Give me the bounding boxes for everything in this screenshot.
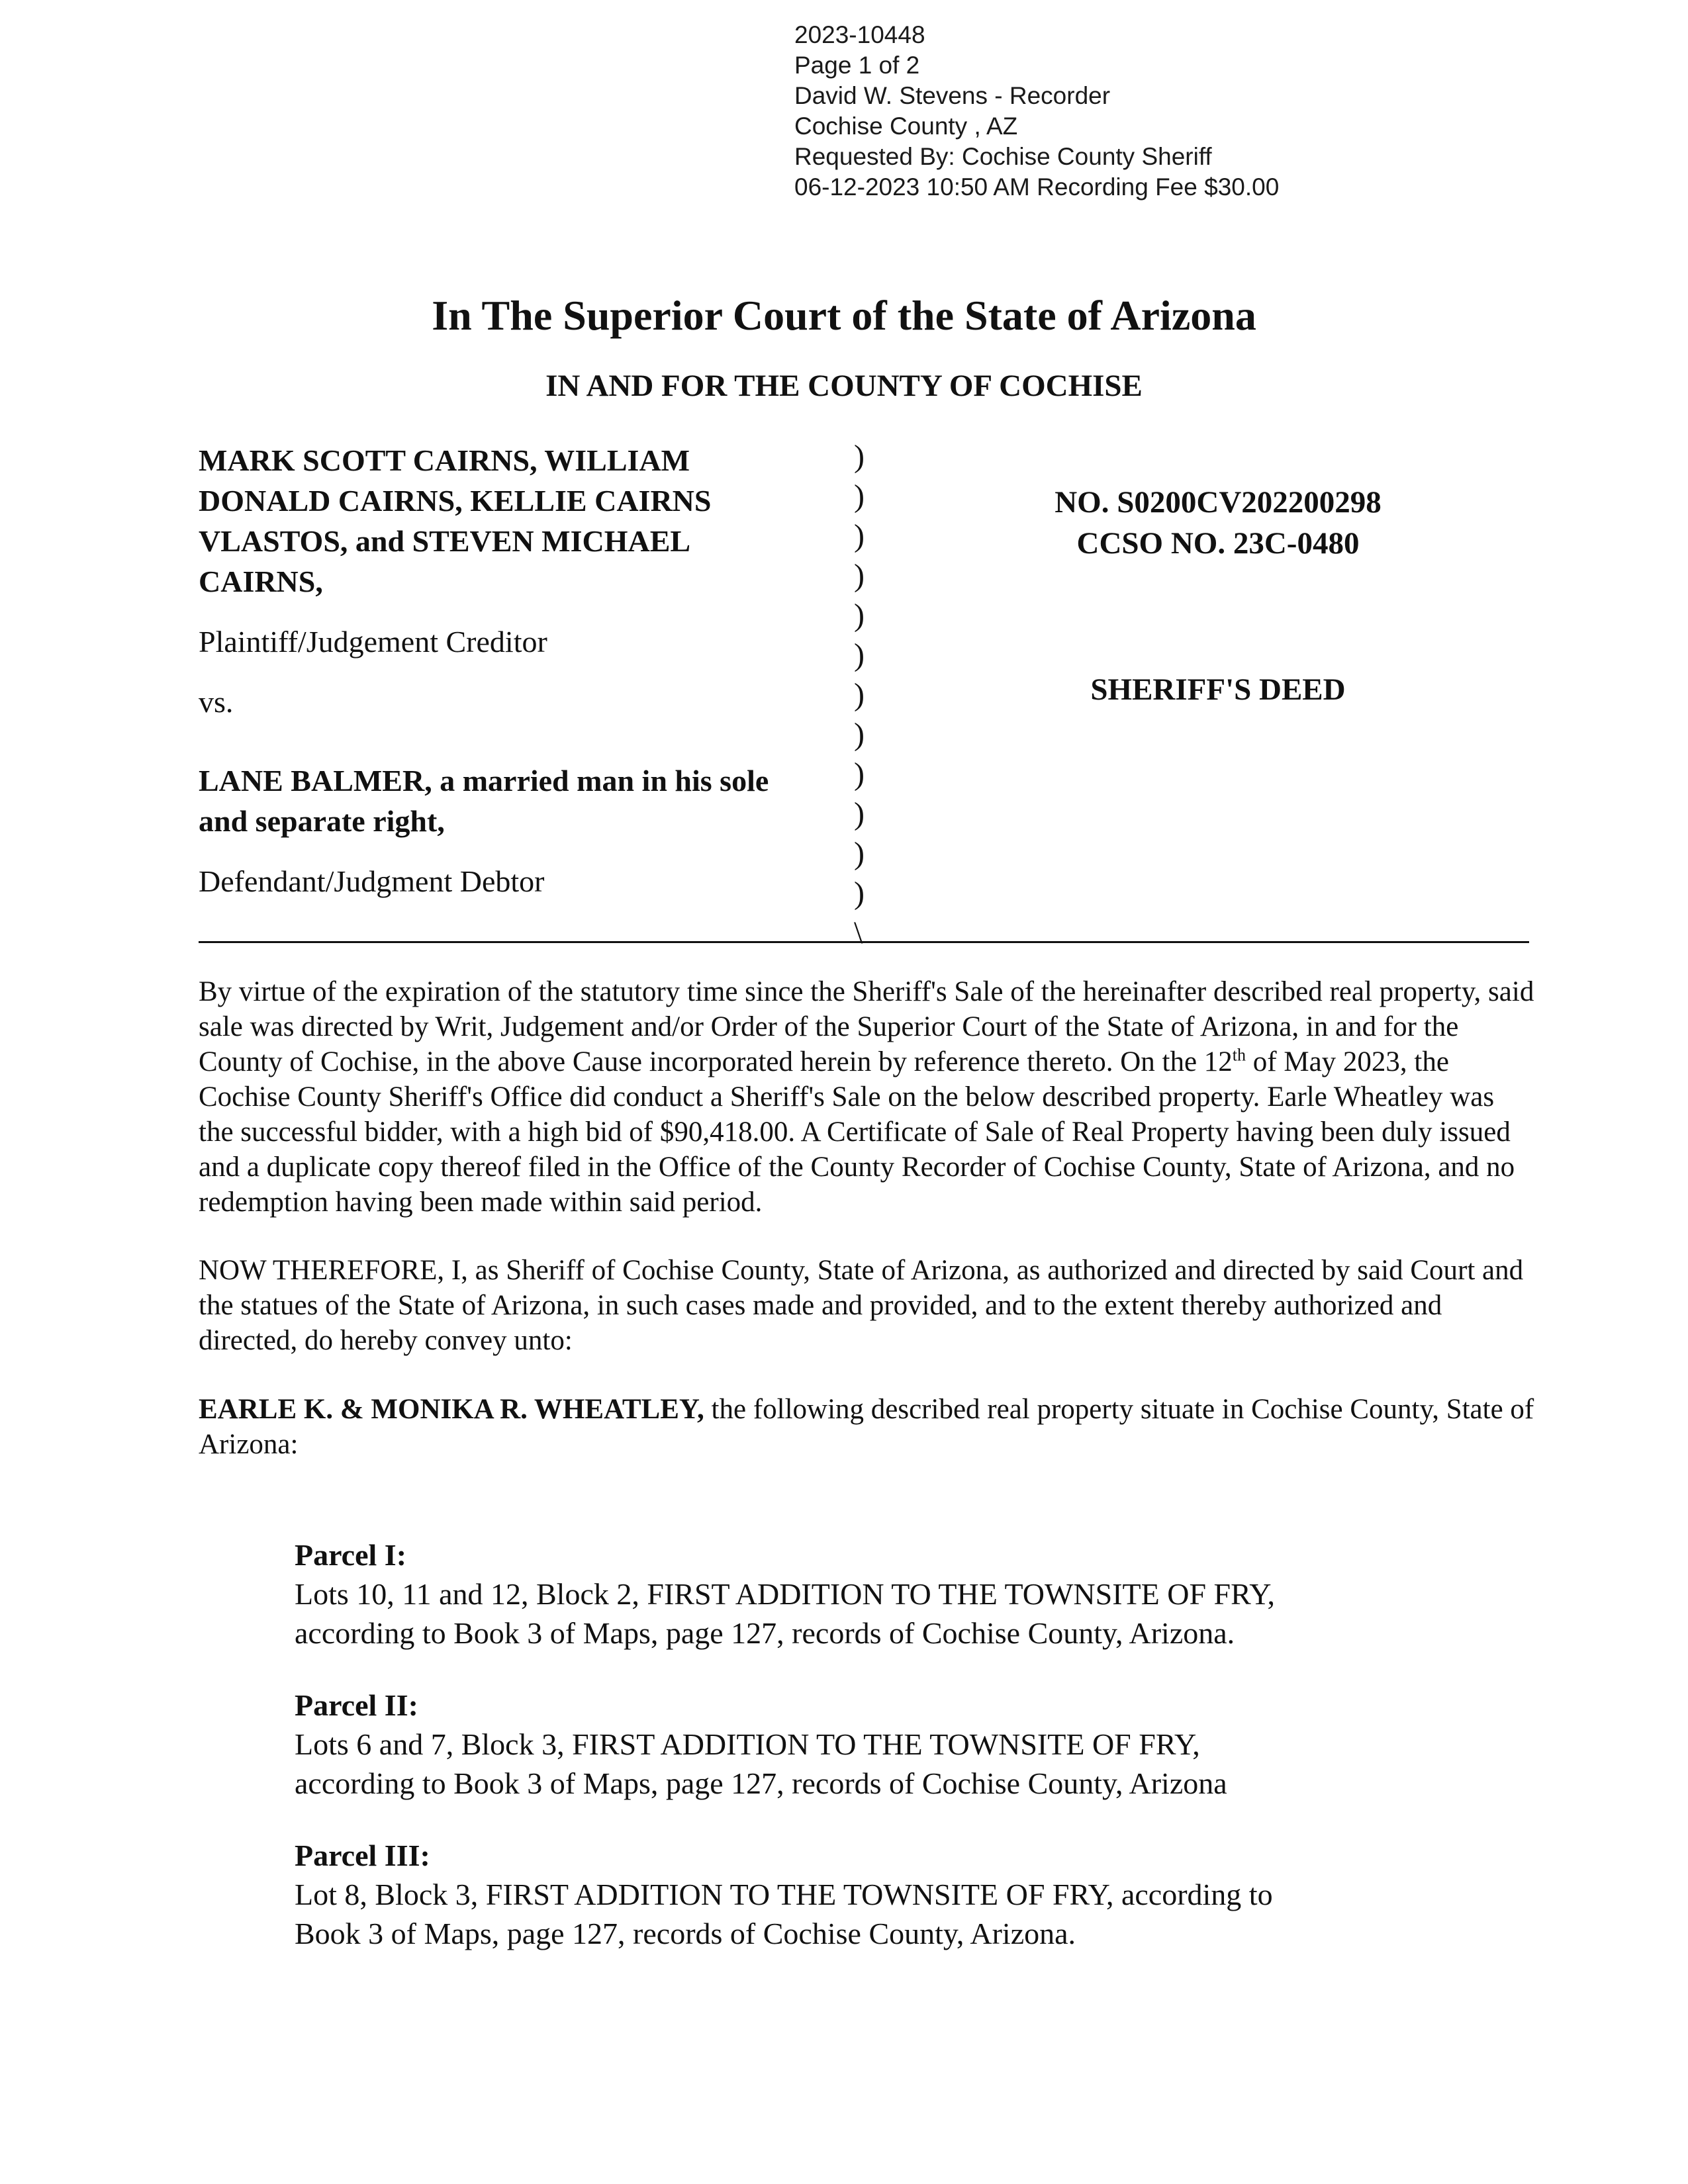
parcel-text-line: according to Book 3 of Maps, page 127, records of Cochise County, Arizona.: [295, 1616, 1235, 1650]
caption-paren: ): [854, 598, 865, 633]
caption-paren: ): [854, 558, 865, 593]
caption-paren: ): [854, 796, 865, 831]
recital-text-start: By virtue of the expiration of the statutory time since the Sheriff's Sale of the hereinafter described real property, said sale was directed by Writ, Judgement and/or Order of the Superior Court of the State of Arizona, in and for the County of Cochise, in the above Cause incorporated herein by reference thereto. On the 12: [199, 976, 1534, 1077]
plaintiff-line: CAIRNS,: [199, 565, 323, 598]
parcel-label: Parcel II:: [295, 1688, 418, 1722]
ordinal-suffix: th: [1232, 1045, 1246, 1065]
plaintiff-line: VLASTOS, and STEVEN MICHAEL: [199, 524, 691, 558]
caption-paren: ): [854, 637, 865, 672]
caption-paren: ): [854, 836, 865, 871]
court-title: In The Superior Court of the State of Arizona: [432, 292, 1256, 339]
court-subtitle: IN AND FOR THE COUNTY OF COCHISE: [545, 369, 1143, 403]
document-title: SHERIFF'S DEED: [1090, 672, 1346, 707]
parcel-label: Parcel I:: [295, 1538, 407, 1572]
parcel-label: Parcel III:: [295, 1839, 430, 1872]
parcel-text-line: according to Book 3 of Maps, page 127, records of Cochise County, Arizona: [295, 1766, 1227, 1800]
caption-paren: ): [854, 756, 865, 792]
grantee-text: the following described real property situate in Cochise County, State of Arizona:: [199, 1394, 1534, 1460]
plaintiff-line: MARK SCOTT CAIRNS, WILLIAM: [199, 443, 690, 477]
plaintiff-line: DONALD CAIRNS, KELLIE CAIRNS: [199, 484, 712, 518]
defendant-line: LANE BALMER, a married man in his sole: [199, 764, 769, 797]
conveyance-paragraph: NOW THEREFORE, I, as Sheriff of Cochise County, State of Arizona, as authorized and directed by said Court and the statues of the State of Arizona, in such cases made and provided, and to the extent thereby authorized and directed, do hereby convey unto:: [199, 1255, 1524, 1356]
caption-paren: ): [854, 439, 865, 474]
caption-paren: ): [854, 677, 865, 712]
ccso-number: CCSO NO. 23C-0480: [1076, 526, 1360, 561]
parcel-text-line: Book 3 of Maps, page 127, records of Cochise County, Arizona.: [295, 1917, 1076, 1950]
recital-paragraph: [199, 974, 1536, 1220]
versus-label: vs.: [199, 685, 234, 719]
recorder-name: David W. Stevens - Recorder: [794, 82, 1111, 109]
caption-paren: ): [854, 876, 865, 911]
caption-paren: ): [854, 717, 865, 752]
recording-requested-by: Requested By: Cochise County Sheriff: [794, 143, 1212, 170]
caption-parentheses-column: [854, 437, 865, 953]
caption-paren: ): [854, 478, 865, 514]
caption-paren: \: [854, 915, 863, 950]
parcel-text-line: Lots 10, 11 and 12, Block 2, FIRST ADDITION TO THE TOWNSITE OF FRY,: [295, 1577, 1276, 1611]
recording-county: Cochise County , AZ: [794, 113, 1018, 140]
grantee-name: EARLE K. & MONIKA R. WHEATLEY,: [199, 1394, 704, 1425]
caption-paren: ): [854, 518, 865, 553]
recording-date-fee: 06-12-2023 10:50 AM Recording Fee $30.00: [794, 173, 1280, 201]
case-number: NO. S0200CV202200298: [1055, 485, 1382, 520]
defendant-line: and separate right,: [199, 804, 445, 838]
parcel-text-line: Lots 6 and 7, Block 3, FIRST ADDITION TO THE TOWNSITE OF FRY,: [295, 1727, 1200, 1761]
recording-page-count: Page 1 of 2: [794, 52, 920, 79]
caption-divider: [199, 941, 1529, 943]
grantee-paragraph: [199, 1392, 1536, 1462]
parcel-text-line: Lot 8, Block 3, FIRST ADDITION TO THE TOWNSITE OF FRY, according to: [295, 1878, 1273, 1911]
recorder-stamp: [794, 20, 1279, 203]
case-numbers: [894, 482, 1542, 564]
parcel-description: [295, 1535, 1460, 1653]
parcel-description: [295, 1686, 1460, 1803]
defendant-role: Defendant/Judgment Debtor: [199, 864, 545, 898]
recital-text-end: of May 2023, the Cochise County Sheriff's Office did conduct a Sheriff's Sale on the below described property. Earle Wheatley was the successful bidder, with a high bid of $90,418.00. A Certificate of Sale of Real Property having been duly issued and a duplicate copy thereof filed in the Office of the County Recorder of Cochise County, State of Arizona, and no redemption having been made within said period.: [199, 1046, 1515, 1218]
case-caption: [199, 440, 867, 901]
parcel-description: [295, 1836, 1460, 1953]
plaintiff-role: Plaintiff/Judgement Creditor: [199, 625, 547, 659]
recording-document-number: 2023-10448: [794, 21, 925, 48]
